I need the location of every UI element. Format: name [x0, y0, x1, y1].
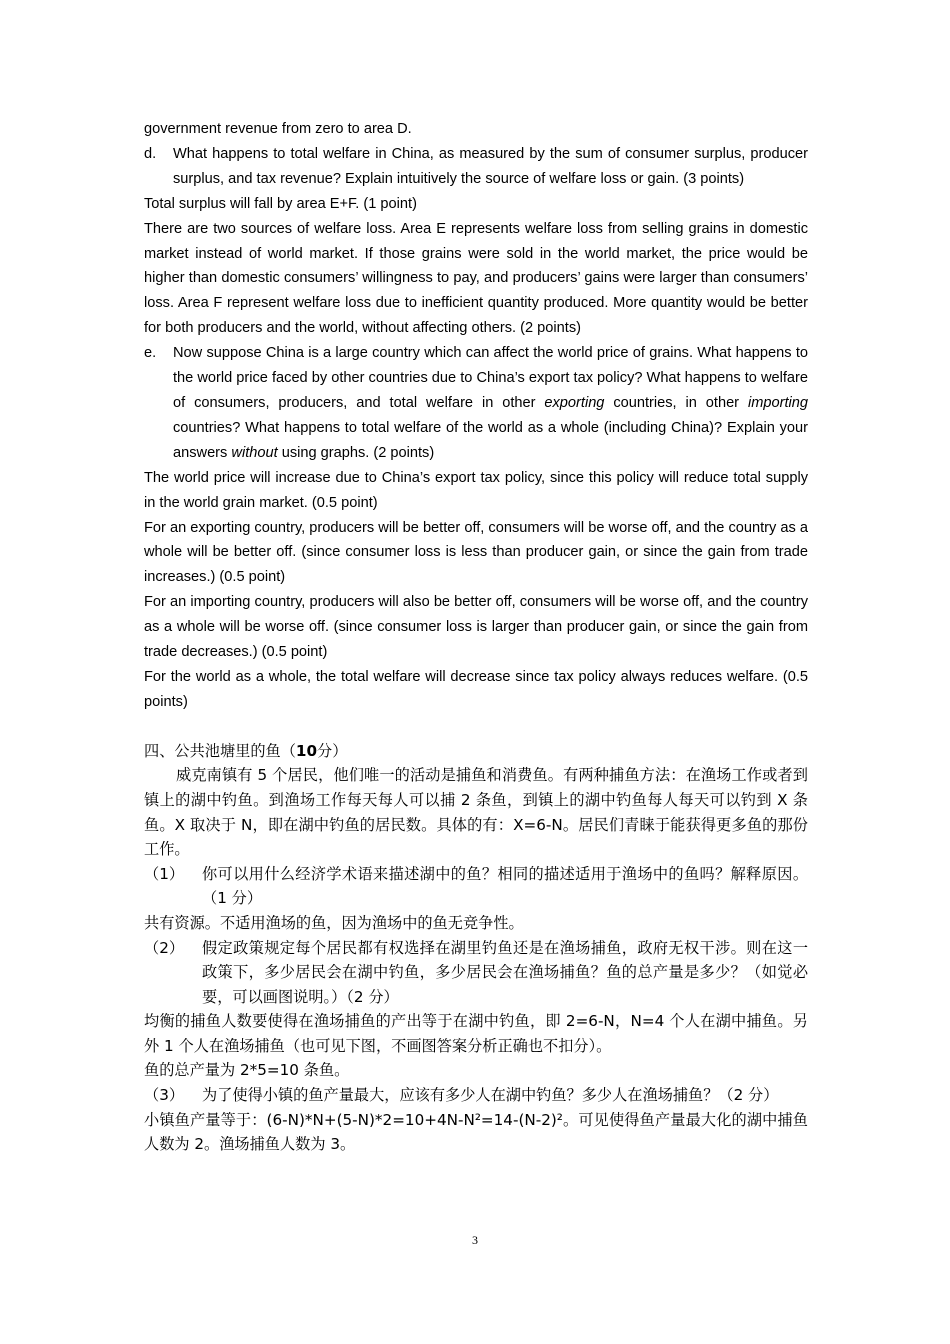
answer-paragraph: 小镇鱼产量等于：(6-N)*N+(5-N)*2=10+4N-N²=14-(N-2)²。可见使得鱼产量最大化的湖中捕鱼人数为 2。渔场捕鱼人数为 3。 — [144, 1110, 808, 1154]
page-number: 3 — [472, 1233, 478, 1247]
intro-paragraph: 威克南镇有 5 个居民，他们唯一的活动是捕鱼和消费鱼。有两种捕鱼方法：在渔场工作或者到镇上的湖中钓鱼。到渔场工作每天每人可以捕 2 条鱼，到镇上的湖中钓鱼每人每天可以钓到 X 条鱼。X 取决于 N，即在湖中钓鱼的居民数。具体的有：X=6-N。居民们青睐于能获得更多鱼的那份工作。 — [144, 766, 808, 859]
question-2 — [144, 936, 808, 1010]
answer-paragraph: Total surplus will fall by area E+F. (1 point) — [144, 195, 417, 212]
emphasis: without — [231, 444, 278, 461]
question-label: e. — [144, 345, 157, 362]
question-label: （1） — [144, 864, 185, 883]
answer-paragraph: The world price will increase due to China’s export tax policy, since this policy will reduce total supply in the world grain market. (0.5 point) — [144, 469, 808, 511]
emphasis: importing — [747, 394, 808, 411]
text-line: government revenue from zero to area D. — [144, 121, 412, 137]
answer-paragraph: 鱼的总产量为 2*5=10 条鱼。 — [144, 1061, 350, 1080]
answer-paragraph: For an importing country, producers will also be better off, consumers will be worse off, and the country as a whole will be worse off. (since consumer loss is larger than producer gain, or since the gain from trade decreases.) (0.5 point) — [144, 594, 808, 661]
question-text: 为了使得小镇的鱼产量最大，应该有多少人在湖中钓鱼？多少人在渔场捕鱼？（2 分） — [202, 1086, 779, 1105]
question-label: （3） — [144, 1086, 185, 1105]
heading-score: 10 — [295, 741, 318, 760]
question-text: 假定政策规定每个居民都有权选择在湖里钓鱼还是在渔场捕鱼，政府无权干涉。则在这一政策下，多少居民会在湖中钓鱼，多少居民会在渔场捕鱼？鱼的总产量是多少？（如觉必要，可以画图说明。）（2 分） — [202, 938, 808, 1006]
question-1 — [144, 862, 808, 911]
question-text: What happens to total welfare in China, as measured by the sum of consumer surplus, producer surplus, and tax revenue? Explain intuitively the source of welfare loss or gain. (3 points) — [173, 145, 808, 187]
question-3 — [144, 1083, 808, 1108]
question-e — [144, 341, 808, 466]
emphasis: exporting — [544, 394, 605, 411]
question-label: d. — [144, 145, 157, 162]
answer-paragraph: 共有资源。不适用渔场的鱼，因为渔场中的鱼无竞争性。 — [144, 913, 524, 932]
question-d — [144, 142, 808, 192]
answer-paragraph: 均衡的捕鱼人数要使得在渔场捕鱼的产出等于在湖中钓鱼，即 2=6-N，N=4 个人在湖中捕鱼。另外 1 个人在渔场捕鱼（也可见下图，不画图答案分析正确也不扣分）。 — [144, 1012, 808, 1055]
page-content — [144, 117, 808, 1157]
section-heading: 四、公共池塘里的鱼（10分） — [144, 741, 348, 760]
question-label: （2） — [144, 938, 185, 957]
answer-paragraph: There are two sources of welfare loss. Area E represents welfare loss from selling grains in domestic market instead of world market. If those grains were sold in the world market, the price would be higher than domestic consumers’ willingness to pay, and producers’ gains were larger than consumers’ loss. Area F represent welfare loss due to inefficient quantity produced. More quantity would be better for both producers and the world, without affecting others. (2 points) — [144, 220, 808, 337]
answer-paragraph: For an exporting country, producers will be better off, consumers will be worse off, and the country as a whole will be better off. (since consumer loss is less than producer gain, or since the gain from trade increases.) (0.5 point) — [144, 519, 808, 586]
question-text: 你可以用什么经济学术语来描述湖中的鱼？相同的描述适用于渔场中的鱼吗？解释原因。（1 分） — [202, 864, 808, 908]
answer-paragraph: For the world as a whole, the total welfare will decrease since tax policy always reduces welfare. (0.5 points) — [144, 668, 808, 710]
question-text: Now suppose China is a large country which can affect the world price of grains. What happens to the world price faced by other countries due to China’s export tax policy? What happens to welfare of consumers, producers, and total welfare in other exporting countries, in other importing countries? What happens to total welfare of the world as a whole (including China)? Explain your answers without using graphs. (2 points) — [173, 345, 808, 461]
